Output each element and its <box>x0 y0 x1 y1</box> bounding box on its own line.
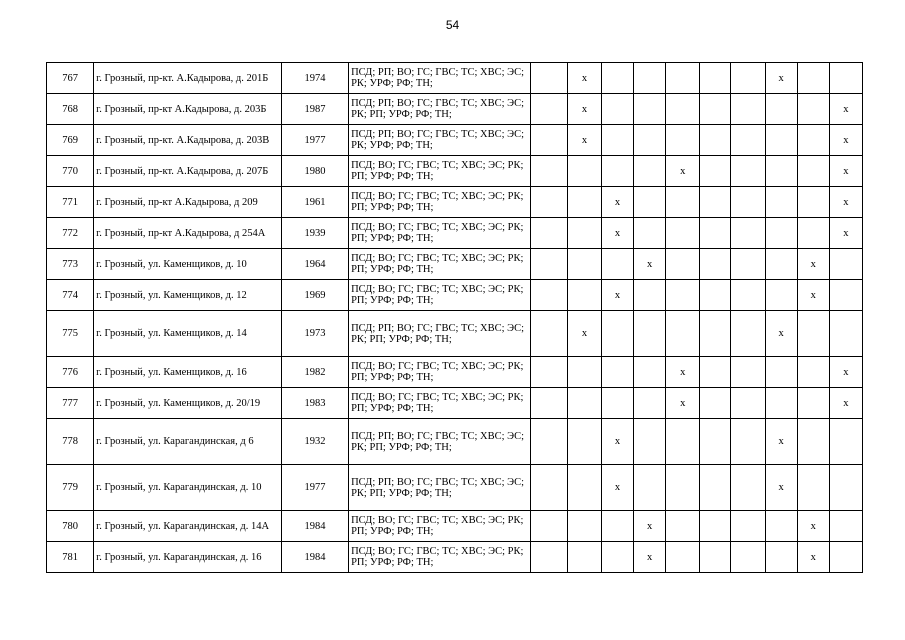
table-row <box>47 187 863 218</box>
year-cell: 1984 <box>281 542 348 573</box>
empty-mark-cell <box>602 125 634 156</box>
row-number-cell: 770 <box>47 156 94 187</box>
empty-mark-cell <box>666 311 700 357</box>
empty-mark-cell <box>700 125 731 156</box>
empty-mark-cell <box>567 542 601 573</box>
empty-mark-cell <box>829 511 862 542</box>
mark-cell: x <box>797 511 829 542</box>
empty-mark-cell <box>530 94 567 125</box>
empty-mark-cell <box>797 465 829 511</box>
empty-mark-cell <box>666 218 700 249</box>
mark-cell: x <box>829 218 862 249</box>
mark-cell: x <box>829 388 862 419</box>
table-row <box>47 94 863 125</box>
empty-mark-cell <box>700 419 731 465</box>
mark-cell: x <box>765 311 797 357</box>
empty-mark-cell <box>530 542 567 573</box>
year-cell: 1974 <box>281 63 348 94</box>
services-cell: ПСД; ВО; ГС; ГВС; ТС; ХВС; ЭС; РК; РП; УРФ; РФ; ТН; <box>349 218 531 249</box>
year-cell: 1977 <box>281 125 348 156</box>
address-cell: г. Грозный, пр-кт. А.Кадырова, д. 203В <box>94 125 282 156</box>
empty-mark-cell <box>634 156 666 187</box>
mark-cell: x <box>797 280 829 311</box>
empty-mark-cell <box>602 156 634 187</box>
empty-mark-cell <box>731 218 765 249</box>
empty-mark-cell <box>634 419 666 465</box>
empty-mark-cell <box>700 156 731 187</box>
row-number-cell: 772 <box>47 218 94 249</box>
empty-mark-cell <box>666 280 700 311</box>
mark-cell: x <box>567 63 601 94</box>
empty-mark-cell <box>634 388 666 419</box>
row-number-cell: 775 <box>47 311 94 357</box>
address-cell: г. Грозный, ул. Карагандинская, д. 14А <box>94 511 282 542</box>
empty-mark-cell <box>829 311 862 357</box>
address-cell: г. Грозный, ул. Каменщиков, д. 10 <box>94 249 282 280</box>
mark-cell: x <box>602 465 634 511</box>
empty-mark-cell <box>530 465 567 511</box>
empty-mark-cell <box>731 511 765 542</box>
mark-cell: x <box>765 63 797 94</box>
year-cell: 1987 <box>281 94 348 125</box>
address-cell: г. Грозный, ул. Каменщиков, д. 12 <box>94 280 282 311</box>
empty-mark-cell <box>829 63 862 94</box>
empty-mark-cell <box>700 311 731 357</box>
table-row <box>47 156 863 187</box>
empty-mark-cell <box>567 511 601 542</box>
empty-mark-cell <box>700 465 731 511</box>
address-cell: г. Грозный, ул. Каменщиков, д. 16 <box>94 357 282 388</box>
year-cell: 1969 <box>281 280 348 311</box>
empty-mark-cell <box>700 94 731 125</box>
empty-mark-cell <box>829 249 862 280</box>
empty-mark-cell <box>567 249 601 280</box>
address-cell: г. Грозный, ул. Карагандинская, д. 10 <box>94 465 282 511</box>
services-cell: ПСД; РП; ВО; ГС; ГВС; ТС; ХВС; ЭС; РК; УРФ; РФ; ТН; <box>349 125 531 156</box>
address-cell: г. Грозный, ул. Карагандинская, д 6 <box>94 419 282 465</box>
mark-cell: x <box>602 419 634 465</box>
empty-mark-cell <box>700 187 731 218</box>
empty-mark-cell <box>797 357 829 388</box>
empty-mark-cell <box>530 419 567 465</box>
row-number-cell: 781 <box>47 542 94 573</box>
mark-cell: x <box>829 187 862 218</box>
empty-mark-cell <box>765 94 797 125</box>
empty-mark-cell <box>530 311 567 357</box>
mark-cell: x <box>567 311 601 357</box>
empty-mark-cell <box>765 388 797 419</box>
services-cell: ПСД; РП; ВО; ГС; ГВС; ТС; ХВС; ЭС; РК; РП; УРФ; РФ; ТН; <box>349 94 531 125</box>
year-cell: 1980 <box>281 156 348 187</box>
empty-mark-cell <box>567 187 601 218</box>
empty-mark-cell <box>634 187 666 218</box>
empty-mark-cell <box>666 249 700 280</box>
mark-cell: x <box>829 156 862 187</box>
empty-mark-cell <box>602 311 634 357</box>
empty-mark-cell <box>634 465 666 511</box>
address-cell: г. Грозный, пр-кт А.Кадырова, д. 203Б <box>94 94 282 125</box>
empty-mark-cell <box>765 125 797 156</box>
empty-mark-cell <box>731 156 765 187</box>
mark-cell: x <box>634 542 666 573</box>
empty-mark-cell <box>666 542 700 573</box>
table-row <box>47 419 863 465</box>
services-cell: ПСД; ВО; ГС; ГВС; ТС; ХВС; ЭС; РК; РП; УРФ; РФ; ТН; <box>349 388 531 419</box>
empty-mark-cell <box>567 218 601 249</box>
empty-mark-cell <box>530 125 567 156</box>
row-number-cell: 771 <box>47 187 94 218</box>
row-number-cell: 768 <box>47 94 94 125</box>
services-cell: ПСД; РП; ВО; ГС; ГВС; ТС; ХВС; ЭС; РК; РП; УРФ; РФ; ТН; <box>349 419 531 465</box>
empty-mark-cell <box>530 511 567 542</box>
empty-mark-cell <box>567 280 601 311</box>
empty-mark-cell <box>731 465 765 511</box>
empty-mark-cell <box>666 511 700 542</box>
empty-mark-cell <box>530 187 567 218</box>
empty-mark-cell <box>765 249 797 280</box>
empty-mark-cell <box>700 218 731 249</box>
empty-mark-cell <box>634 94 666 125</box>
table-row <box>47 218 863 249</box>
empty-mark-cell <box>634 357 666 388</box>
empty-mark-cell <box>731 388 765 419</box>
empty-mark-cell <box>530 63 567 94</box>
empty-mark-cell <box>797 311 829 357</box>
empty-mark-cell <box>731 63 765 94</box>
table-row <box>47 511 863 542</box>
empty-mark-cell <box>666 419 700 465</box>
address-cell: г. Грозный, пр-кт А.Кадырова, д 254А <box>94 218 282 249</box>
empty-mark-cell <box>700 63 731 94</box>
table-row <box>47 465 863 511</box>
empty-mark-cell <box>700 511 731 542</box>
row-number-cell: 774 <box>47 280 94 311</box>
empty-mark-cell <box>530 388 567 419</box>
empty-mark-cell <box>731 94 765 125</box>
services-cell: ПСД; ВО; ГС; ГВС; ТС; ХВС; ЭС; РК; РП; УРФ; РФ; ТН; <box>349 542 531 573</box>
empty-mark-cell <box>797 187 829 218</box>
empty-mark-cell <box>829 419 862 465</box>
mark-cell: x <box>666 357 700 388</box>
empty-mark-cell <box>602 249 634 280</box>
row-number-cell: 778 <box>47 419 94 465</box>
services-cell: ПСД; ВО; ГС; ГВС; ТС; ХВС; ЭС; РК; РП; УРФ; РФ; ТН; <box>349 156 531 187</box>
empty-mark-cell <box>666 187 700 218</box>
empty-mark-cell <box>567 465 601 511</box>
empty-mark-cell <box>602 63 634 94</box>
address-cell: г. Грозный, пр-кт. А.Кадырова, д. 201Б <box>94 63 282 94</box>
empty-mark-cell <box>765 187 797 218</box>
row-number-cell: 780 <box>47 511 94 542</box>
services-cell: ПСД; РП; ВО; ГС; ГВС; ТС; ХВС; ЭС; РК; РП; УРФ; РФ; ТН; <box>349 311 531 357</box>
empty-mark-cell <box>731 280 765 311</box>
address-cell: г. Грозный, пр-кт А.Кадырова, д 209 <box>94 187 282 218</box>
mark-cell: x <box>765 465 797 511</box>
empty-mark-cell <box>666 465 700 511</box>
empty-mark-cell <box>634 218 666 249</box>
mark-cell: x <box>666 156 700 187</box>
empty-mark-cell <box>634 63 666 94</box>
mark-cell: x <box>829 94 862 125</box>
mark-cell: x <box>829 125 862 156</box>
mark-cell: x <box>567 94 601 125</box>
empty-mark-cell <box>602 542 634 573</box>
empty-mark-cell <box>530 249 567 280</box>
mark-cell: x <box>602 218 634 249</box>
mark-cell: x <box>602 187 634 218</box>
row-number-cell: 767 <box>47 63 94 94</box>
empty-mark-cell <box>567 419 601 465</box>
year-cell: 1939 <box>281 218 348 249</box>
services-cell: ПСД; РП; ВО; ГС; ГВС; ТС; ХВС; ЭС; РК; УРФ; РФ; ТН; <box>349 63 531 94</box>
table-row <box>47 125 863 156</box>
empty-mark-cell <box>765 156 797 187</box>
empty-mark-cell <box>666 125 700 156</box>
empty-mark-cell <box>567 388 601 419</box>
empty-mark-cell <box>634 125 666 156</box>
page-number: 54 <box>445 18 460 32</box>
year-cell: 1961 <box>281 187 348 218</box>
services-cell: ПСД; ВО; ГС; ГВС; ТС; ХВС; ЭС; РК; РП; УРФ; РФ; ТН; <box>349 280 531 311</box>
empty-mark-cell <box>530 218 567 249</box>
mark-cell: x <box>634 511 666 542</box>
year-cell: 1977 <box>281 465 348 511</box>
mark-cell: x <box>829 357 862 388</box>
empty-mark-cell <box>797 388 829 419</box>
table-row <box>47 388 863 419</box>
table-row <box>47 249 863 280</box>
row-number-cell: 773 <box>47 249 94 280</box>
buildings-table <box>46 62 863 573</box>
empty-mark-cell <box>530 156 567 187</box>
mark-cell: x <box>602 280 634 311</box>
empty-mark-cell <box>731 419 765 465</box>
empty-mark-cell <box>731 311 765 357</box>
year-cell: 1964 <box>281 249 348 280</box>
year-cell: 1973 <box>281 311 348 357</box>
empty-mark-cell <box>666 63 700 94</box>
services-cell: ПСД; РП; ВО; ГС; ГВС; ТС; ХВС; ЭС; РК; РП; УРФ; РФ; ТН; <box>349 465 531 511</box>
year-cell: 1982 <box>281 357 348 388</box>
row-number-cell: 769 <box>47 125 94 156</box>
mark-cell: x <box>666 388 700 419</box>
empty-mark-cell <box>829 280 862 311</box>
year-cell: 1932 <box>281 419 348 465</box>
empty-mark-cell <box>602 388 634 419</box>
empty-mark-cell <box>731 249 765 280</box>
address-cell: г. Грозный, ул. Карагандинская, д. 16 <box>94 542 282 573</box>
empty-mark-cell <box>797 94 829 125</box>
empty-mark-cell <box>567 156 601 187</box>
empty-mark-cell <box>666 94 700 125</box>
empty-mark-cell <box>731 187 765 218</box>
address-cell: г. Грозный, пр-кт. А.Кадырова, д. 207Б <box>94 156 282 187</box>
year-cell: 1983 <box>281 388 348 419</box>
empty-mark-cell <box>634 311 666 357</box>
empty-mark-cell <box>602 511 634 542</box>
table-row <box>47 357 863 388</box>
empty-mark-cell <box>765 542 797 573</box>
year-cell: 1984 <box>281 511 348 542</box>
mark-cell: x <box>797 542 829 573</box>
empty-mark-cell <box>765 218 797 249</box>
table-row <box>47 280 863 311</box>
table-row <box>47 542 863 573</box>
address-cell: г. Грозный, ул. Каменщиков, д. 20/19 <box>94 388 282 419</box>
empty-mark-cell <box>829 542 862 573</box>
empty-mark-cell <box>530 357 567 388</box>
services-cell: ПСД; ВО; ГС; ГВС; ТС; ХВС; ЭС; РК; РП; УРФ; РФ; ТН; <box>349 357 531 388</box>
empty-mark-cell <box>829 465 862 511</box>
mark-cell: x <box>797 249 829 280</box>
empty-mark-cell <box>797 156 829 187</box>
empty-mark-cell <box>602 357 634 388</box>
empty-mark-cell <box>797 419 829 465</box>
row-number-cell: 777 <box>47 388 94 419</box>
empty-mark-cell <box>700 542 731 573</box>
empty-mark-cell <box>765 357 797 388</box>
empty-mark-cell <box>700 280 731 311</box>
table-body <box>47 63 863 573</box>
services-cell: ПСД; ВО; ГС; ГВС; ТС; ХВС; ЭС; РК; РП; УРФ; РФ; ТН; <box>349 187 531 218</box>
services-cell: ПСД; ВО; ГС; ГВС; ТС; ХВС; ЭС; РК; РП; УРФ; РФ; ТН; <box>349 511 531 542</box>
empty-mark-cell <box>797 63 829 94</box>
empty-mark-cell <box>797 218 829 249</box>
empty-mark-cell <box>731 542 765 573</box>
services-cell: ПСД; ВО; ГС; ГВС; ТС; ХВС; ЭС; РК; РП; УРФ; РФ; ТН; <box>349 249 531 280</box>
empty-mark-cell <box>765 280 797 311</box>
empty-mark-cell <box>731 357 765 388</box>
mark-cell: x <box>765 419 797 465</box>
mark-cell: x <box>567 125 601 156</box>
empty-mark-cell <box>634 280 666 311</box>
empty-mark-cell <box>700 357 731 388</box>
empty-mark-cell <box>700 388 731 419</box>
address-cell: г. Грозный, ул. Каменщиков, д. 14 <box>94 311 282 357</box>
empty-mark-cell <box>797 125 829 156</box>
empty-mark-cell <box>731 125 765 156</box>
empty-mark-cell <box>765 511 797 542</box>
empty-mark-cell <box>700 249 731 280</box>
table-row <box>47 63 863 94</box>
empty-mark-cell <box>567 357 601 388</box>
row-number-cell: 776 <box>47 357 94 388</box>
row-number-cell: 779 <box>47 465 94 511</box>
mark-cell: x <box>634 249 666 280</box>
table-row <box>47 311 863 357</box>
empty-mark-cell <box>602 94 634 125</box>
empty-mark-cell <box>530 280 567 311</box>
